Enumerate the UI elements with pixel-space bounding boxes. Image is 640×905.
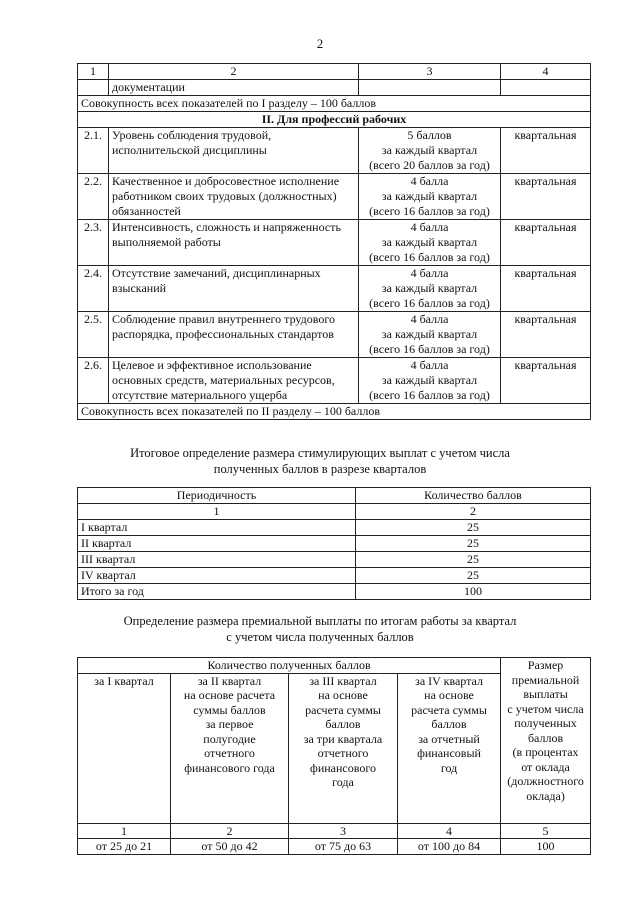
header-line: Размер (527, 658, 564, 672)
col-number: 2 (171, 823, 289, 839)
section-total-row (78, 404, 591, 420)
heading-line: полученных баллов в разрезе кварталов (213, 462, 427, 476)
header-points: Количество баллов (356, 488, 591, 504)
header-line: (в процентах (512, 745, 579, 759)
points-line: 4 балла (410, 174, 449, 188)
header-line: за IV квартал (415, 673, 483, 688)
header-line: за отчетный (418, 731, 480, 746)
points-value: 25 (356, 536, 591, 552)
points-range: от 50 до 42 (171, 839, 289, 855)
points-cell (359, 220, 501, 266)
points-line: 4 балла (410, 312, 449, 326)
heading-line: Итоговое определение размера стимулирующих выплат с учетом числа (130, 446, 510, 460)
period-label: Итого за год (78, 584, 356, 600)
points-line: (всего 16 баллов за год) (369, 296, 490, 310)
section2-title: II. Для профессий рабочих (78, 112, 591, 128)
col-number: 3 (359, 64, 501, 80)
header-line: баллов (325, 717, 361, 731)
points-line: за каждый квартал (381, 189, 478, 203)
criterion-name: Интенсивность, сложность и напряженность выполняемой работы (109, 220, 359, 266)
points-cell (359, 312, 501, 358)
points-range: от 100 до 84 (398, 839, 501, 855)
bonus-table (77, 657, 591, 855)
col-number: 4 (501, 64, 591, 80)
header-line: на основе расчета (183, 688, 276, 702)
header-line: отчетного (317, 746, 369, 760)
header-line: премиальной (511, 672, 580, 687)
points-cell (359, 174, 501, 220)
header-line: оклада) (526, 788, 565, 803)
header-line: за первое (205, 717, 254, 731)
header-line: за III квартал (309, 673, 377, 688)
header-line: года (332, 775, 354, 789)
points-line: (всего 16 баллов за год) (369, 204, 490, 218)
header-line: за I квартал (94, 673, 154, 688)
points-line: за каждый квартал (381, 373, 478, 387)
row-number: 2.4. (78, 266, 109, 312)
points-line: (всего 16 баллов за год) (369, 388, 490, 402)
period-label: III квартал (78, 552, 356, 568)
header-line: с учетом числа (507, 701, 584, 716)
table-row (78, 568, 591, 584)
header-line: полугодие (203, 731, 256, 746)
section2-total: Совокупность всех показателей по II разделу – 100 баллов (78, 404, 591, 420)
group-header: Количество полученных баллов (78, 658, 501, 674)
row-number: 2.3. (78, 220, 109, 266)
points-value: 25 (356, 568, 591, 584)
quarter-header (78, 673, 171, 823)
periodicity: квартальная (501, 358, 591, 404)
col-number: 1 (78, 823, 171, 839)
header-line: финансового года (184, 760, 275, 775)
table-row (78, 312, 591, 358)
header-line: за II квартал (197, 673, 262, 688)
header-line: отчетного (204, 746, 255, 760)
col-number: 2 (356, 504, 591, 520)
table-row (78, 128, 591, 174)
points-line: за каждый квартал (381, 235, 478, 249)
points-range: от 25 до 21 (78, 839, 171, 855)
points-line: 5 баллов (407, 128, 452, 142)
table-row (78, 552, 591, 568)
quarterly-points-table (77, 487, 591, 600)
header-line: расчета суммы (305, 702, 381, 717)
criterion-name: Уровень соблюдения трудовой, исполнительской дисциплины (109, 128, 359, 174)
table-row (78, 520, 591, 536)
row-number: 2.1. (78, 128, 109, 174)
points-line: за каждый квартал (381, 143, 478, 157)
table-row (78, 266, 591, 312)
bonus-size-header (501, 658, 591, 824)
table-row (78, 80, 591, 96)
header-line: финансового (310, 760, 376, 775)
points-range: от 75 до 63 (289, 839, 398, 855)
period-label: II квартал (78, 536, 356, 552)
points-cell (359, 128, 501, 174)
points-range: 100 (501, 839, 591, 855)
periodicity: квартальная (501, 174, 591, 220)
table-row (78, 536, 591, 552)
header-line: на основе (424, 688, 474, 702)
header-line: за три квартала (303, 731, 383, 746)
points-line: 4 балла (410, 220, 449, 234)
points-line: 4 балла (410, 266, 449, 280)
points-line: 4 балла (410, 358, 449, 372)
points-cell (359, 358, 501, 404)
header-line: расчета суммы (411, 702, 487, 717)
header-line: выплаты (523, 687, 568, 701)
periodicity: квартальная (501, 266, 591, 312)
row-number: 2.2. (78, 174, 109, 220)
points-line: за каждый квартал (381, 327, 478, 341)
quarter-header (398, 673, 501, 823)
header-line: полученных (514, 716, 577, 730)
header-line: баллов (527, 730, 564, 745)
points-line: (всего 16 баллов за год) (369, 250, 490, 264)
quarter-header (171, 673, 289, 823)
header-line: (должностного (507, 774, 584, 788)
col-number: 4 (398, 823, 501, 839)
col-number: 5 (501, 823, 591, 839)
points-line: за каждый квартал (381, 281, 478, 295)
points-value: 25 (356, 520, 591, 536)
periodicity: квартальная (501, 220, 591, 266)
header-period: Периодичность (78, 488, 356, 504)
col-number: 1 (78, 64, 109, 80)
table-header-row (78, 64, 591, 80)
section-total-row (78, 96, 591, 112)
period-label: I квартал (78, 520, 356, 536)
points-value: 100 (356, 584, 591, 600)
row-number: 2.5. (78, 312, 109, 358)
header-line: финансовый (417, 746, 481, 760)
section1-total: Совокупность всех показателей по I разделу – 100 баллов (78, 96, 591, 112)
row-number: 2.6. (78, 358, 109, 404)
criterion-name: Отсутствие замечаний, дисциплинарных взысканий (109, 266, 359, 312)
col-number: 3 (289, 823, 398, 839)
heading-line: Определение размера премиальной выплаты по итогам работы за квартал (123, 614, 517, 628)
section-title-row (78, 112, 591, 128)
criterion-name: Качественное и добросовестное исполнение работником своих трудовых (должностных) обязанностей (109, 174, 359, 220)
table-row (78, 358, 591, 404)
col-number: 1 (78, 504, 356, 520)
heading-quarterly (0, 445, 640, 477)
points-line: (всего 20 баллов за год) (369, 158, 490, 172)
period-label: IV квартал (78, 568, 356, 584)
quarter-header (289, 673, 398, 823)
criterion-name: Целевое и эффективное использование основных средств, материальных ресурсов, отсутствие материального ущерба (109, 358, 359, 404)
points-value: 25 (356, 552, 591, 568)
page-number: 2 (316, 36, 324, 51)
header-line: баллов (431, 717, 467, 731)
table-row (78, 220, 591, 266)
header-line: год (440, 760, 458, 775)
points-cell (359, 266, 501, 312)
table-row (78, 174, 591, 220)
points-line: (всего 16 баллов за год) (369, 342, 490, 356)
criterion-name: Соблюдение правил внутреннего трудового распорядка, профессиональных стандартов (109, 312, 359, 358)
col-number: 2 (109, 64, 359, 80)
header-line: от оклада (521, 759, 570, 774)
continued-text: документации (109, 80, 359, 96)
heading-line: с учетом числа полученных баллов (226, 630, 414, 644)
header-line: суммы баллов (193, 702, 266, 717)
periodicity: квартальная (501, 128, 591, 174)
table-row (78, 584, 591, 600)
heading-bonus (0, 613, 640, 645)
criteria-table (77, 63, 591, 420)
header-line: на основе (318, 688, 368, 702)
periodicity: квартальная (501, 312, 591, 358)
